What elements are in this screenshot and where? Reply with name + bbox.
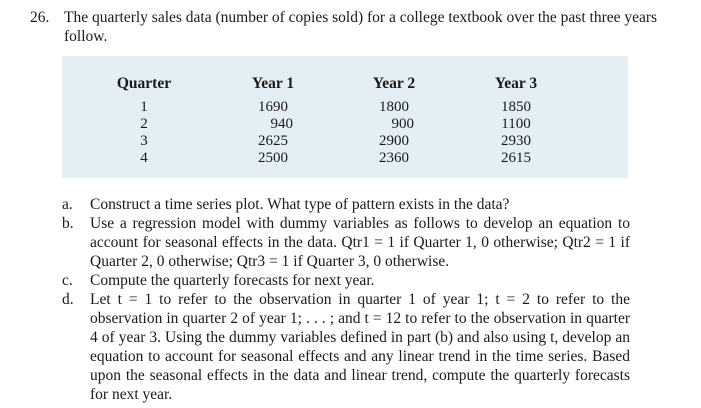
header-year-1: Year 1 bbox=[251, 75, 295, 92]
part-a-text: Construct a time series plot. What type of pattern exists in the data? bbox=[90, 196, 510, 213]
sales-data-table bbox=[62, 56, 628, 178]
cell-quarter-3: 3 bbox=[140, 133, 148, 149]
problem-number: 26. bbox=[30, 9, 50, 26]
header-year-2: Year 2 bbox=[372, 75, 416, 92]
part-d-text: Let t = 1 to refer to the observation in quarter 1 of year 1; t = 2 to refer to the observation in quarter 2 of year 1; . . . ; and t = 12 to refer to the observation in quarter 4 of year 3. Using the dummy variables defined in part (b) and also using t, develop an equation to account for seasonal effects and any linear trend in the time series. Based upon the seasonal effects in the data and linear trend, compute the quarterly forecasts for next year. bbox=[90, 291, 630, 403]
cell-quarter-2: 2 bbox=[140, 116, 148, 132]
header-year-3: Year 3 bbox=[494, 75, 538, 92]
part-b-text: Use a regression model with dummy variables as follows to develop an equation to account for seasonal effects in the data. Qtr1 = 1 if Quarter 1, 0 otherwise; Qtr2 = 1 if Quarter 2, 0 otherwise; Qtr3 = 1 if Quarter 3, 0 otherwise. bbox=[90, 215, 630, 270]
cell-year2-q2: 900 bbox=[391, 116, 414, 132]
cell-year2-q4: 2360 bbox=[379, 150, 409, 166]
cell-year1-q2: 940 bbox=[270, 116, 293, 132]
cell-year1-q3: 2625 bbox=[258, 133, 288, 149]
part-b-letter: b. bbox=[62, 215, 74, 232]
part-d-letter: d. bbox=[62, 291, 74, 308]
cell-year2-q3: 2900 bbox=[379, 133, 409, 149]
cell-quarter-1: 1 bbox=[140, 99, 148, 115]
cell-year1-q4: 2500 bbox=[258, 150, 288, 166]
cell-year2-q1: 1800 bbox=[379, 99, 409, 115]
cell-year3-q2: 1100 bbox=[501, 116, 531, 132]
part-c-letter: c. bbox=[62, 272, 73, 289]
header-quarter: Quarter bbox=[116, 75, 172, 92]
cell-quarter-4: 4 bbox=[140, 150, 148, 166]
part-c-text: Compute the quarterly forecasts for next year. bbox=[90, 272, 375, 289]
part-a-letter: a. bbox=[62, 196, 73, 213]
cell-year3-q1: 1850 bbox=[501, 99, 531, 115]
cell-year1-q1: 1690 bbox=[258, 99, 288, 115]
cell-year3-q3: 2930 bbox=[501, 133, 531, 149]
problem-intro: The quarterly sales data (number of copies sold) for a college textbook over the past three years follow. bbox=[64, 9, 658, 45]
cell-year3-q4: 2615 bbox=[501, 150, 531, 166]
